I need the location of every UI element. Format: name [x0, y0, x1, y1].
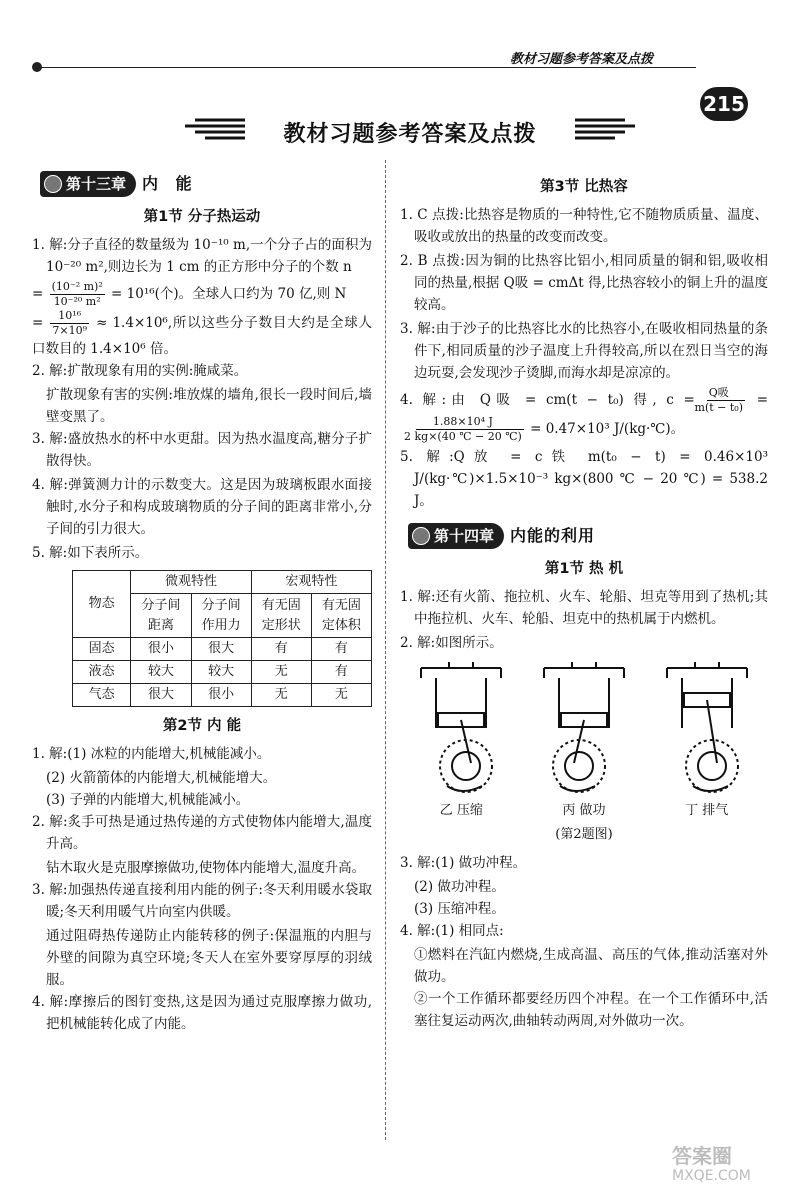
- answer-4-point-1: ①燃料在汽缸内燃烧,生成高温、高压的气体,推动活塞对外做功。: [414, 947, 768, 985]
- chapter-badge: 第十四章: [408, 523, 504, 549]
- answer-3: 3. 解:由于沙子的比热容比水的比热容小,在吸收相同热量的条件下,相同质量的沙子温度上升得较高,所以在烈日当空的海边玩耍,会发现沙子烫脚,而海水却是凉凉的。: [400, 321, 768, 381]
- header-rule: [36, 67, 696, 68]
- answer-1-equation-1: = $\frac{\text{(10⁻² m)²}}{\text{10⁻²⁰ m²}}$ = 10¹⁶(个)。全球人口约为 70 亿,则 N: [32, 280, 347, 308]
- fraction: $\frac{\text{10¹⁶}}{\text{7×10⁹}}$: [52, 309, 88, 337]
- engine-compression-diagram: [411, 658, 511, 798]
- figure-label: 丁 排气: [685, 803, 729, 818]
- answer-4: 4. 解:摩擦后的图钉变热,这是因为通过克服摩擦力做功,把机械能转化成了内能。: [32, 994, 372, 1032]
- chapter-title: 内 能: [142, 174, 198, 193]
- engine-power-diagram: [534, 658, 634, 798]
- answer-3: 3. 解:加强热传递直接利用内能的例子:冬天利用暖水袋取暖;冬天利用暖气片向室内供暖。: [32, 882, 372, 920]
- answer-1-equation-2: = $\frac{\text{10¹⁶}}{\text{7×10⁹}}$ ≈ 1.4×10⁶,所以这些分子数目大约是全球人口数目的 1.4×10⁶ 倍。: [32, 309, 373, 357]
- answer-4: 4. 解:(1) 相同点:: [400, 923, 504, 939]
- answer-2: 2. 解:炙手可热是通过热传递的方式使物体内能增大,温度升高。: [32, 814, 372, 852]
- table-header: 有无固定体积: [311, 594, 371, 638]
- table-header: 分子间作用力: [191, 594, 251, 638]
- figure-label: 丙 做功: [562, 803, 606, 818]
- column-divider: [385, 160, 386, 1140]
- answer-1-part-3: (3) 子弹的内能增大,机械能减小。: [46, 792, 250, 808]
- engine-stroke-figure: [400, 658, 768, 798]
- figure-label: 乙 压缩: [439, 803, 483, 818]
- figure-caption: (第2题图): [555, 827, 613, 842]
- engine-exhaust-diagram: [657, 658, 757, 798]
- answer-2-cont: 扩散现象有害的实例:堆放煤的墙角,很长一段时间后,墙壁变黑了。: [46, 387, 372, 425]
- section-title: 第1节 分子热运动: [143, 209, 261, 225]
- chapter-badge: 第十三章: [40, 171, 136, 197]
- fraction: $\frac{\text{1.88×10⁴ J}}{2 kg\times(40 ℃ - 20 ℃)}$: [404, 415, 522, 443]
- answer-1-part-2: (2) 火箭箭体的内能增大,机械能增大。: [46, 770, 277, 786]
- watermark-url: MXQE.COM: [672, 1168, 751, 1184]
- table-header: 有无固定形状: [251, 594, 311, 638]
- table-header: 分子间距离: [131, 594, 191, 638]
- chapter-14-heading: [408, 522, 768, 550]
- section-title: 第3节 比热容: [540, 179, 628, 195]
- answer-5: 5. 解:Q放 = c铁 m(t₀ − t) = 0.46×10³ J/(kg·℃)×1.5×10⁻³ kg×(800 ℃ − 20 ℃) = 538.2 J。: [400, 449, 768, 509]
- answer-2: 2. B 点拨:因为铜的比热容比铝小,相同质量的铜和铝,吸收相同的热量,根据 Q吸 = cmΔt 得,比热容较小的铜上升的温度较高。: [400, 253, 768, 313]
- table-header: 物态: [73, 571, 131, 638]
- left-column: [32, 160, 372, 1037]
- section-title: 第2节 内 能: [162, 718, 242, 734]
- answer-5: 5. 解:如下表所示。: [32, 545, 149, 561]
- fraction: $\frac{\text{Q吸}}{\text{m(t − t₀)}}$: [694, 386, 744, 414]
- running-title: 教材习题参考答案及点拨: [510, 52, 654, 67]
- answer-3: 3. 解:盛放热水的杯中水更甜。因为热水温度高,糖分子扩散得快。: [32, 431, 372, 469]
- answer-3: 3. 解:(1) 做功冲程。: [400, 855, 527, 871]
- page-title: 教材习题参考答案及点拨: [283, 122, 537, 147]
- answer-2: 2. 解:如图所示。: [400, 635, 503, 651]
- table-row: 气态 很大 很小 无 无: [73, 684, 372, 707]
- answer-3-cont: 通过阻碍热传递防止内能转移的例子:保温瓶的内胆与外壁的间隙为真空环境;冬天人在室外要穿厚厚的羽绒服。: [46, 928, 372, 988]
- table-header: 宏观特性: [251, 571, 371, 594]
- right-column: [400, 160, 768, 1032]
- answer-4: 4. 解:弹簧测力计的示数变大。这是因为玻璃板跟水面接触时,水分子和构成玻璃物质的分子间的距离非常小,分子间的引力很大。: [32, 477, 372, 537]
- chapter-13-heading: [40, 170, 372, 198]
- section-title: 第1节 热 机: [544, 561, 624, 577]
- answer-1-text: 1. 解:分子直径的数量级为 10⁻¹⁰ m,一个分子占的面积为 10⁻²⁰ m²,则边长为 1 cm 的正方形中分子的个数 n: [32, 237, 372, 275]
- fraction: $\frac{\text{(10⁻² m)²}}{\text{10⁻²⁰ m²}}$: [51, 280, 103, 308]
- chapter-title: 内能的利用: [510, 526, 596, 545]
- table-row: 液态 较大 较大 无 有: [73, 661, 372, 684]
- watermark: 答案圈: [672, 1144, 732, 1168]
- states-table: [72, 570, 372, 707]
- answer-3-part-3: (3) 压缩冲程。: [414, 901, 505, 917]
- answer-3-part-2: (2) 做功冲程。: [414, 879, 505, 895]
- answer-4-point-2: ②一个工作循环都要经历四个冲程。在一个工作循环中,活塞往复运动两次,曲轴转动两周,对外做功一次。: [414, 991, 768, 1029]
- answer-2-cont: 钻木取火是克服摩擦做功,使物体内能增大,温度升高。: [46, 860, 366, 876]
- table-header: 微观特性: [131, 571, 251, 594]
- answer-1: 1. 解:还有火箭、拖拉机、火车、轮船、坦克等用到了热机;其中拖拉机、火车、轮船、坦克中的热机属于内燃机。: [400, 589, 768, 627]
- table-row: 固态 很小 很大 有 有: [73, 638, 372, 661]
- page-number: 215: [700, 87, 748, 121]
- answer-2: 2. 解:扩散现象有用的实例:腌咸菜。: [32, 363, 248, 379]
- answer-1: 1. 解:(1) 冰粒的内能增大,机械能减小。: [32, 746, 271, 762]
- answer-4: 4. 解:由 Q吸 = cm(t − t₀) 得, c = $\frac{\text{Q吸}}{\text{m(t − t₀)}}$ = $\frac{\text{1.88×10⁴ J}}{2 kg\times(40 ℃ - 20 ℃)}$ = 0.47×10³ J/(kg·℃)。: [400, 386, 769, 443]
- answer-1: 1. C 点拨:比热容是物质的一种特性,它不随物质质量、温度、吸收或放出的热量的改变而改变。: [400, 207, 768, 245]
- figure-labels: [400, 800, 768, 822]
